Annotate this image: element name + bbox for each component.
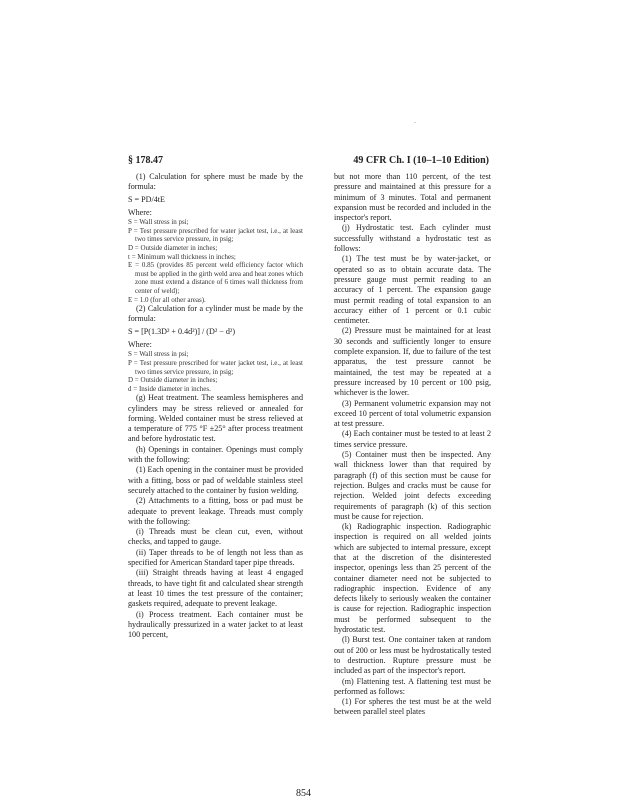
right-paragraph: (j) Hydrostatic test. Each cylinder must successfully withstand a hydrostatic test as follows:	[334, 223, 491, 254]
right-paragraph: (1) The test must be by water-jacket, or operated so as to obtain accurate data. The pressure gauge must permit reading to an accuracy of 1 percent. The expansion gauge must permit reading of total expansion to an accuracy either of 1 percent or 0.1 cubic centimeter.	[334, 254, 491, 326]
left-paragraph: (g) Heat treatment. The seamless hemispheres and cylinders may be stress relieved or annealed for forming. Welded container must be stress relieved at a temperature of 775 °F ±25° after process treatment and before hydrostatic test.	[128, 393, 303, 444]
section-header: § 178.47	[128, 155, 163, 166]
left-paragraph: S = PD/4tE	[128, 194, 165, 204]
speck: .	[414, 116, 416, 125]
left-paragraph: S = Wall stress in psi;	[128, 350, 189, 359]
right-paragraph: (m) Flattening test. A flattening test must be performed as follows:	[334, 676, 491, 696]
page-number: 854	[296, 788, 311, 799]
left-paragraph: (ii) Taper threads to be of length not less than as specified for American Standard taper pipe threads.	[128, 547, 303, 568]
right-paragraph: (k) Radiographic inspection. Radiographic inspection is required on all welded joints which are subjected to internal pressure, except that at the discretion of the disinterested inspector, openings less than 25 percent of the container diameter need not be subjected to radiographic inspection. Evidence of any defects likely to seriously weaken the container is cause for rejection. Radiographic inspection must be performed subsequent to the hydrostatic test.	[334, 522, 491, 635]
left-paragraph: (1) Calculation for sphere must be made by the formula:	[128, 172, 303, 192]
left-paragraph: E = 0.85 (provides 85 percent weld efficiency factor which must be applied in the girth weld area and heat zones which zone must extend a distance of 6 times wall thickness from center of weld);	[128, 261, 303, 295]
left-paragraph: S = [P(1.3D² + 0.4d²)] / (D² − d²)	[128, 326, 236, 336]
left-paragraph: D = Outside diameter in inches;	[128, 243, 218, 252]
left-paragraph: (i) Threads must be clean cut, even, without checks, and tapped to gauge.	[128, 527, 303, 547]
cfr-title-header: 49 CFR Ch. I (10–1–10 Edition)	[353, 155, 489, 166]
left-paragraph: (2) Calculation for a cylinder must be made by the formula:	[128, 304, 303, 324]
left-paragraph: E = 1.0 (for all other areas).	[128, 295, 206, 304]
left-paragraph: (2) Attachments to a fitting, boss or pad must be adequate to prevent leakage. Threads must comply with the following:	[128, 496, 303, 526]
left-paragraph: Where:	[128, 207, 152, 217]
right-paragraph: (1) For spheres the test must be at the weld between parallel steel plates	[334, 697, 491, 717]
right-paragraph: (4) Each container must be tested to at least 2 times service pressure.	[334, 429, 491, 449]
left-paragraph: Where:	[128, 340, 152, 350]
right-column	[334, 172, 491, 718]
right-paragraph: but not more than 110 percent, of the test pressure and maintained at this pressure for a minimum of 3 minutes. Total and permanent expansion must be recorded and included in the inspector's report.	[334, 172, 491, 223]
left-paragraph: P = Test pressure prescribed for water jacket test, i.e., at least two times service pressure, in psig;	[128, 226, 303, 244]
left-paragraph: S = Wall stress in psi;	[128, 218, 189, 227]
right-paragraph: (5) Container must then be inspected. Any wall thickness lower than that required by paragraph (f) of this section must be cause for rejection. Bulges and cracks must be cause for rejection. Welded joint defects exceeding requirements of paragraph (k) of this section must be cause for rejection.	[334, 450, 491, 521]
left-paragraph: (1) Each opening in the container must be provided with a fitting, boss or pad of weldable stainless steel securely attached to the container by fusion welding.	[128, 465, 303, 495]
left-paragraph: d = Inside diameter in inches.	[128, 384, 211, 393]
left-paragraph: (i) Process treatment. Each container must be hydraulically pressurized in a water jacket to at least 100 percent,	[128, 609, 303, 640]
left-paragraph: P = Test pressure prescribed for water jacket test, i.e., at least two times service pressure, in psig;	[128, 358, 303, 376]
right-paragraph: (l) Burst test. One container taken at random out of 200 or less must be hydrostatically tested to destruction. Rupture pressure must be included as part of the inspector's report.	[334, 635, 491, 676]
left-paragraph: (iii) Straight threads having at least 4 engaged threads, to have tight fit and calculated shear strength at least 10 times the test pressure of the container; gaskets required, adequate to prevent leakage.	[128, 568, 303, 609]
left-paragraph: (h) Openings in container. Openings must comply with the following:	[128, 444, 303, 465]
left-paragraph: t = Minimum wall thickness in inches;	[128, 252, 236, 261]
left-column	[128, 172, 303, 640]
right-paragraph: (3) Permanent volumetric expansion may not exceed 10 percent of total volumetric expansion at test pressure.	[334, 398, 491, 429]
right-paragraph: (2) Pressure must be maintained for at least 30 seconds and sufficiently longer to ensure complete expansion. If, due to failure of the test apparatus, the test pressure cannot be maintained, the test may be repeated at a pressure increased by 10 percent or 100 psig, whichever is the lower.	[334, 326, 491, 398]
left-paragraph: D = Outside diameter in inches;	[128, 376, 218, 385]
